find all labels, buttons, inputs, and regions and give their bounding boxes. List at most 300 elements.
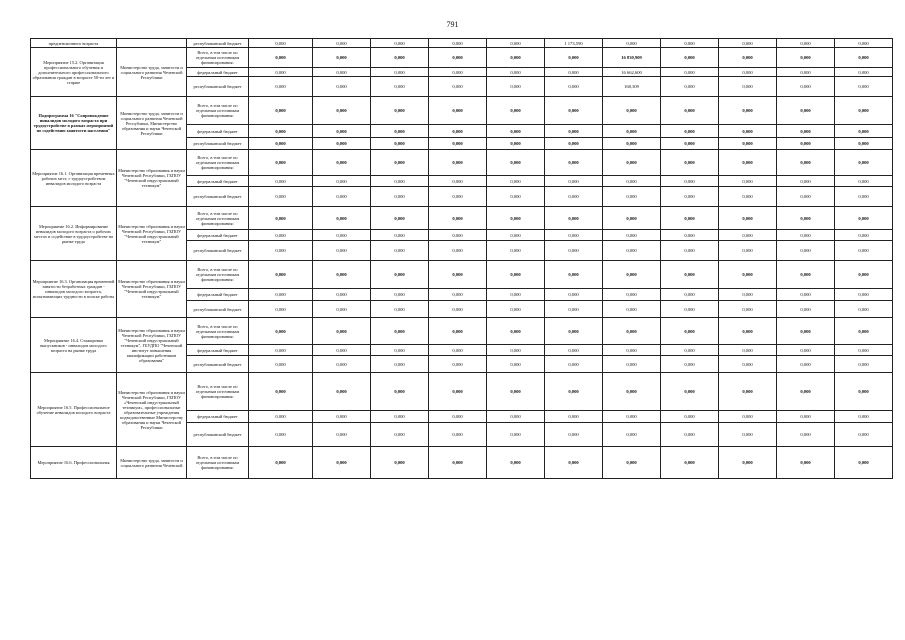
funding-source-cell: федеральный бюджет [187,345,249,356]
executor-cell: Министерство труда, занятости и социального развития Чеченской Республики [117,48,187,97]
value-cell: 0,000 [835,356,893,373]
value-cell: 0,000 [835,150,893,176]
value-cell: 0,000 [777,97,835,125]
table-row [31,261,893,289]
value-cell: 0,000 [835,97,893,125]
value-cell: 0,000 [603,411,661,423]
value-cell: 0,000 [249,68,313,77]
value-cell: 0,000 [603,373,661,411]
value-cell: 0,000 [777,39,835,48]
value-cell: 0,000 [603,125,661,138]
value-cell: 0,000 [661,261,719,289]
value-cell: 0,000 [777,68,835,77]
value-cell: 0,000 [603,356,661,373]
value-cell: 0,000 [777,301,835,318]
value-cell: 0,000 [487,447,545,479]
value-cell: 0,000 [835,39,893,48]
value-cell: 0,000 [429,207,487,230]
value-cell: 0,000 [545,301,603,318]
financing-table [30,38,893,479]
value-cell: 0,000 [603,289,661,301]
value-cell: 0,000 [371,39,429,48]
value-cell: 0,000 [661,447,719,479]
value-cell: 0,000 [603,447,661,479]
table-row [31,39,893,48]
value-cell: 0,000 [249,423,313,447]
value-cell: 0,000 [661,230,719,241]
value-cell: 0,000 [249,48,313,68]
value-cell: 0,000 [371,373,429,411]
value-cell: 0,000 [313,373,371,411]
measure-name-cell: Мероприятие 16.2. Информирование инвалидов молодого возраста о рабочих местах и содействие в трудоустройстве на рынке труда [31,207,117,261]
funding-source-cell: республиканский бюджет [187,138,249,150]
value-cell: 0,000 [429,39,487,48]
executor-cell: Министерство образования и науки Чеченской Республики, ГБПОУ "Чеченский индустриальный техникум" [117,207,187,261]
value-cell: 0,000 [835,411,893,423]
value-cell: 0,000 [719,207,777,230]
value-cell: 0,000 [603,207,661,230]
funding-source-cell: федеральный бюджет [187,289,249,301]
value-cell: 0,000 [313,318,371,345]
value-cell: 0,000 [249,39,313,48]
measure-name-cell: предпенсионного возраста [31,39,117,48]
value-cell: 0,000 [719,77,777,97]
table-row [31,318,893,345]
value-cell: 0,000 [545,48,603,68]
value-cell: 0,000 [313,138,371,150]
value-cell: 0,000 [313,207,371,230]
value-cell: 0,000 [661,301,719,318]
value-cell: 0,000 [777,207,835,230]
value-cell: 0,000 [777,356,835,373]
funding-source-cell: Всего, в том числе по отдельным источникам финансирования: [187,447,249,479]
value-cell: 0,000 [777,318,835,345]
value-cell: 0,000 [249,97,313,125]
value-cell: 0,000 [545,125,603,138]
value-cell: 0,000 [249,150,313,176]
value-cell: 0,000 [371,289,429,301]
value-cell: 0,000 [545,261,603,289]
funding-source-cell: федеральный бюджет [187,411,249,423]
value-cell: 0,000 [249,138,313,150]
value-cell: 0,000 [429,68,487,77]
value-cell: 0,000 [371,230,429,241]
value-cell: 0,000 [487,261,545,289]
funding-source-cell: Всего, в том числе по отдельным источникам финансирования: [187,261,249,289]
measure-name-cell: Подпрограмма 16 "Сопровождение инвалидов молодого возраста при трудоустройстве в рамках мероприятий по содействию занятости населения" [31,97,117,150]
value-cell: 0,000 [429,176,487,187]
value-cell: 0,000 [429,230,487,241]
funding-source-cell: республиканский бюджет [187,77,249,97]
value-cell: 0,000 [429,241,487,261]
value-cell: 0,000 [487,176,545,187]
value-cell: 0,000 [719,261,777,289]
value-cell: 0,000 [545,345,603,356]
value-cell: 0,000 [835,48,893,68]
value-cell: 0,000 [661,176,719,187]
value-cell: 168,309 [603,77,661,97]
funding-source-cell: федеральный бюджет [187,125,249,138]
value-cell: 0,000 [429,289,487,301]
value-cell: 0,000 [249,289,313,301]
value-cell: 0,000 [603,97,661,125]
value-cell: 0,000 [429,138,487,150]
value-cell: 0,000 [429,97,487,125]
value-cell: 0,000 [719,447,777,479]
value-cell: 0,000 [429,261,487,289]
value-cell: 0,000 [487,125,545,138]
value-cell: 0,000 [487,150,545,176]
value-cell: 0,000 [313,356,371,373]
value-cell: 0,000 [249,301,313,318]
value-cell: 0,000 [545,423,603,447]
value-cell: 0,000 [661,411,719,423]
value-cell: 0,000 [249,318,313,345]
value-cell: 0,000 [487,318,545,345]
value-cell: 0,000 [777,345,835,356]
value-cell: 0,000 [313,447,371,479]
value-cell: 16 830,909 [603,48,661,68]
value-cell: 0,000 [249,77,313,97]
value-cell: 0,000 [545,230,603,241]
value-cell: 0,000 [545,187,603,207]
value-cell: 1 173,590 [545,39,603,48]
value-cell: 0,000 [545,241,603,261]
value-cell: 0,000 [487,97,545,125]
value-cell: 0,000 [545,207,603,230]
value-cell: 0,000 [777,125,835,138]
value-cell: 0,000 [429,345,487,356]
value-cell: 0,000 [719,241,777,261]
value-cell: 0,000 [719,289,777,301]
value-cell: 0,000 [777,241,835,261]
executor-cell: Министерство образования и науки Чеченской Республики, ГБПОУ «Чеченский индустриальный техникум», профессиональные образовательные учреждения подведомственные Министерству образования и науки Чеченской Республики [117,373,187,447]
table-row [31,97,893,125]
value-cell: 0,000 [603,187,661,207]
measure-name-cell: Мероприятие 16.3. Организация временной занятости безработных граждан - инвалидов молодого возраста, испытывающих трудности в поиске работы [31,261,117,318]
value-cell: 0,000 [777,261,835,289]
value-cell: 0,000 [835,423,893,447]
value-cell: 0,000 [719,138,777,150]
value-cell: 0,000 [487,207,545,230]
value-cell: 0,000 [777,373,835,411]
value-cell: 0,000 [371,176,429,187]
executor-cell: Министерство образования и науки Чеченской Республики, ГБПОУ "Чеченский индустриальный техникум", ГБУДПО "Чеченский институт повышения квалификации работников образования" [117,318,187,373]
value-cell: 0,000 [487,345,545,356]
value-cell: 0,000 [249,373,313,411]
funding-source-cell: республиканский бюджет [187,39,249,48]
value-cell: 0,000 [371,241,429,261]
measure-name-cell: Мероприятие 16.5. Профессиональное обучение инвалидов молодого возраста [31,373,117,447]
value-cell: 0,000 [661,39,719,48]
value-cell: 0,000 [777,187,835,207]
value-cell: 0,000 [429,423,487,447]
value-cell: 0,000 [603,39,661,48]
value-cell: 0,000 [313,68,371,77]
value-cell: 0,000 [661,77,719,97]
value-cell: 0,000 [313,176,371,187]
value-cell: 0,000 [249,176,313,187]
value-cell: 0,000 [603,318,661,345]
value-cell: 0,000 [719,48,777,68]
table-row [31,207,893,230]
value-cell: 0,000 [661,125,719,138]
value-cell: 0,000 [777,48,835,68]
value-cell: 0,000 [487,289,545,301]
table-row [31,373,893,411]
value-cell: 0,000 [371,301,429,318]
executor-cell: Министерство труда, занятости и социального развития Чеченской [117,447,187,479]
value-cell: 0,000 [313,97,371,125]
measure-name-cell: Мероприятие 16.4. Стажировка выпускников - инвалидов молодого возраста на рынке труда [31,318,117,373]
value-cell: 0,000 [603,423,661,447]
value-cell: 0,000 [661,373,719,411]
value-cell: 0,000 [371,77,429,97]
value-cell: 0,000 [429,447,487,479]
value-cell: 0,000 [429,301,487,318]
value-cell: 0,000 [313,345,371,356]
funding-source-cell: Всего, в том числе по отдельным источникам финансирования: [187,48,249,68]
funding-source-cell: республиканский бюджет [187,241,249,261]
value-cell: 0,000 [719,411,777,423]
value-cell: 0,000 [719,97,777,125]
value-cell: 0,000 [603,261,661,289]
value-cell: 0,000 [487,241,545,261]
value-cell: 0,000 [487,411,545,423]
value-cell: 0,000 [429,77,487,97]
value-cell: 0,000 [835,77,893,97]
value-cell: 0,000 [429,187,487,207]
executor-cell: Министерство образования и науки Чеченской Республики, ГБПОУ "Чеченский индустриальный техникум" [117,150,187,207]
value-cell: 0,000 [777,77,835,97]
value-cell: 0,000 [313,301,371,318]
value-cell: 0,000 [545,373,603,411]
value-cell: 0,000 [371,411,429,423]
value-cell: 0,000 [777,447,835,479]
value-cell: 0,000 [719,373,777,411]
value-cell: 0,000 [719,125,777,138]
value-cell: 16 662,600 [603,68,661,77]
executor-cell [117,39,187,48]
funding-source-cell: Всего, в том числе по отдельным источникам финансирования: [187,318,249,345]
funding-source-cell: Всего, в том числе по отдельным источникам финансирования: [187,150,249,176]
funding-source-cell: федеральный бюджет [187,176,249,187]
value-cell: 0,000 [487,39,545,48]
value-cell: 0,000 [429,48,487,68]
funding-source-cell: федеральный бюджет [187,68,249,77]
value-cell: 0,000 [249,356,313,373]
value-cell: 0,000 [835,373,893,411]
value-cell: 0,000 [429,150,487,176]
table-body [31,39,893,479]
value-cell: 0,000 [487,301,545,318]
value-cell: 0,000 [603,138,661,150]
value-cell: 0,000 [545,356,603,373]
value-cell: 0,000 [487,230,545,241]
value-cell: 0,000 [545,447,603,479]
value-cell: 0,000 [719,301,777,318]
value-cell: 0,000 [313,150,371,176]
value-cell: 0,000 [487,423,545,447]
value-cell: 0,000 [249,345,313,356]
value-cell: 0,000 [661,318,719,345]
value-cell: 0,000 [371,356,429,373]
value-cell: 0,000 [487,373,545,411]
value-cell: 0,000 [371,68,429,77]
measure-name-cell: Мероприятие 15.2. Организация профессионального обучения и дополнительного профессионального образования граждан в возрасте 50-ти лет и старше [31,48,117,97]
value-cell: 0,000 [313,423,371,447]
value-cell: 0,000 [835,125,893,138]
value-cell: 0,000 [835,68,893,77]
value-cell: 0,000 [835,289,893,301]
value-cell: 0,000 [371,423,429,447]
value-cell: 0,000 [661,241,719,261]
value-cell: 0,000 [545,97,603,125]
value-cell: 0,000 [371,447,429,479]
value-cell: 0,000 [835,207,893,230]
value-cell: 0,000 [371,261,429,289]
value-cell: 0,000 [249,125,313,138]
value-cell: 0,000 [487,187,545,207]
funding-source-cell: Всего, в том числе по отдельным источникам финансирования: [187,373,249,411]
page-number: 791 [446,20,459,29]
value-cell: 0,000 [835,261,893,289]
value-cell: 0,000 [249,241,313,261]
value-cell: 0,000 [835,230,893,241]
value-cell: 0,000 [371,345,429,356]
value-cell: 0,000 [545,77,603,97]
executor-cell: Министерство труда, занятости и социального развития Чеченской Республики, Министерство образования и науки Чеченской Республики [117,97,187,150]
value-cell: 0,000 [371,48,429,68]
value-cell: 0,000 [429,318,487,345]
value-cell: 0,000 [371,125,429,138]
value-cell: 0,000 [835,241,893,261]
value-cell: 0,000 [661,187,719,207]
value-cell: 0,000 [719,356,777,373]
value-cell: 0,000 [603,241,661,261]
value-cell: 0,000 [719,176,777,187]
value-cell: 0,000 [777,289,835,301]
value-cell: 0,000 [545,150,603,176]
value-cell: 0,000 [249,207,313,230]
value-cell: 0,000 [371,138,429,150]
value-cell: 0,000 [835,187,893,207]
value-cell: 0,000 [371,97,429,125]
value-cell: 0,000 [249,447,313,479]
value-cell: 0,000 [249,230,313,241]
value-cell: 0,000 [777,230,835,241]
value-cell: 0,000 [313,289,371,301]
funding-source-cell: республиканский бюджет [187,356,249,373]
funding-source-cell: Всего, в том числе по отдельным источникам финансирования: [187,97,249,125]
value-cell: 0,000 [313,77,371,97]
value-cell: 0,000 [603,230,661,241]
value-cell: 0,000 [545,138,603,150]
value-cell: 0,000 [249,261,313,289]
value-cell: 0,000 [719,187,777,207]
value-cell: 0,000 [371,150,429,176]
measure-name-cell: Мероприятие 16.1. Организация временных рабочих мест, с трудоустройством инвалидов молодого возраста [31,150,117,207]
value-cell: 0,000 [777,423,835,447]
value-cell: 0,000 [603,301,661,318]
value-cell: 0,000 [603,345,661,356]
value-cell: 0,000 [545,289,603,301]
value-cell: 0,000 [313,241,371,261]
value-cell: 0,000 [835,176,893,187]
value-cell: 0,000 [371,187,429,207]
value-cell: 0,000 [429,411,487,423]
value-cell: 0,000 [371,207,429,230]
value-cell: 0,000 [835,138,893,150]
value-cell: 0,000 [487,68,545,77]
value-cell: 0,000 [661,207,719,230]
value-cell: 0,000 [661,150,719,176]
value-cell: 0,000 [603,150,661,176]
measure-name-cell: Мероприятие 16.6. Профессиональная [31,447,117,479]
value-cell: 0,000 [719,230,777,241]
value-cell: 0,000 [313,411,371,423]
value-cell: 0,000 [661,68,719,77]
value-cell: 0,000 [487,77,545,97]
table-row [31,150,893,176]
value-cell: 0,000 [835,447,893,479]
value-cell: 0,000 [603,176,661,187]
value-cell: 0,000 [719,318,777,345]
table-row [31,48,893,68]
value-cell: 0,000 [249,187,313,207]
executor-cell: Министерство образования и науки Чеченской Республики, ГБПОУ "Чеченский индустриальный техникум" [117,261,187,318]
value-cell: 0,000 [661,356,719,373]
value-cell: 0,000 [661,423,719,447]
value-cell: 0,000 [313,39,371,48]
value-cell: 0,000 [313,230,371,241]
value-cell: 0,000 [429,125,487,138]
value-cell: 0,000 [313,187,371,207]
value-cell: 0,000 [487,356,545,373]
value-cell: 0,000 [545,411,603,423]
value-cell: 0,000 [835,318,893,345]
value-cell: 0,000 [835,301,893,318]
value-cell: 0,000 [661,97,719,125]
value-cell: 0,000 [545,176,603,187]
value-cell: 0,000 [545,68,603,77]
value-cell: 0,000 [545,318,603,345]
value-cell: 0,000 [719,68,777,77]
value-cell: 0,000 [661,345,719,356]
value-cell: 0,000 [371,318,429,345]
value-cell: 0,000 [313,261,371,289]
value-cell: 0,000 [249,411,313,423]
funding-source-cell: Всего, в том числе по отдельным источникам финансирования: [187,207,249,230]
value-cell: 0,000 [719,345,777,356]
value-cell: 0,000 [429,373,487,411]
value-cell: 0,000 [777,150,835,176]
table-row [31,447,893,479]
value-cell: 0,000 [777,138,835,150]
value-cell: 0,000 [661,138,719,150]
funding-source-cell: республиканский бюджет [187,187,249,207]
value-cell: 0,000 [719,150,777,176]
value-cell: 0,000 [777,176,835,187]
value-cell: 0,000 [777,411,835,423]
funding-source-cell: республиканский бюджет [187,423,249,447]
value-cell: 0,000 [661,48,719,68]
value-cell: 0,000 [313,125,371,138]
value-cell: 0,000 [835,345,893,356]
value-cell: 0,000 [719,423,777,447]
value-cell: 0,000 [429,356,487,373]
value-cell: 0,000 [487,48,545,68]
